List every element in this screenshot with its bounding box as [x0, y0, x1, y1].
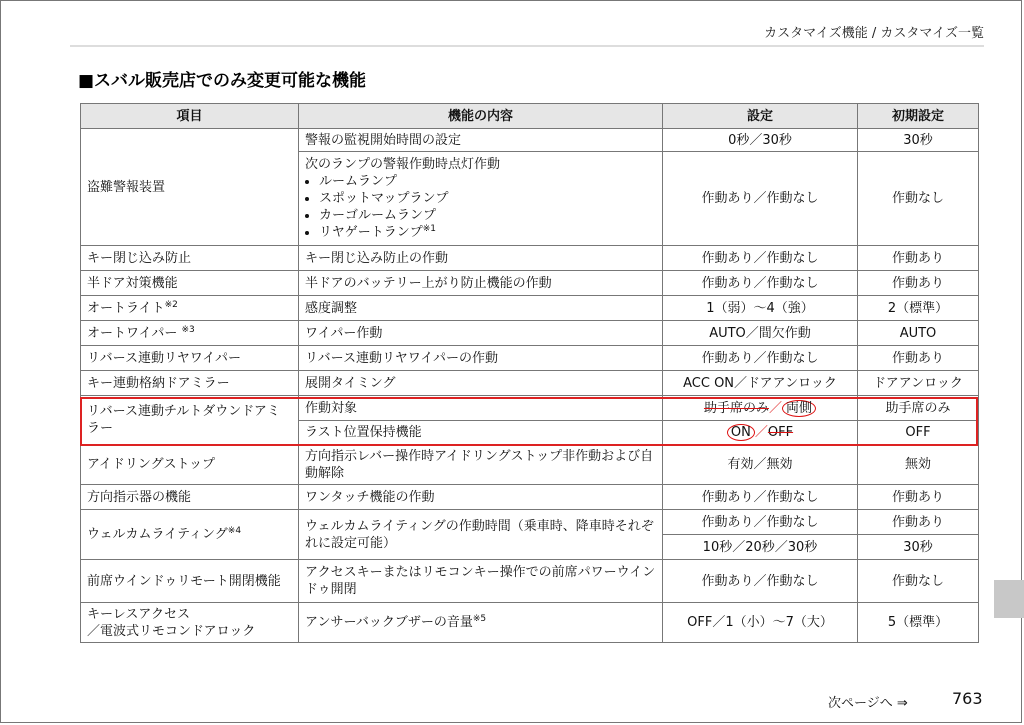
struck-option: OFF	[767, 425, 794, 440]
content-cell: 感度調整	[299, 296, 663, 321]
content-cell: 方向指示レバー操作時アイドリングストップ非作動および自動解除	[299, 445, 663, 485]
default-cell: OFF	[858, 421, 979, 445]
content-cell: アクセスキーまたはリモコンキー操作での前席パワーウインドゥ開閉	[299, 560, 663, 603]
table-row	[81, 485, 979, 510]
option-separator: ／	[768, 400, 782, 416]
col-header-default: 初期設定	[858, 104, 979, 129]
col-header-setting: 設定	[663, 104, 858, 129]
table-row	[81, 296, 979, 321]
list-item: • スポットマップランプ	[319, 190, 656, 207]
content-cell: ワンタッチ機能の作動	[299, 485, 663, 510]
content-text: アンサーバックブザーの音量	[305, 615, 473, 630]
default-cell: AUTO	[858, 321, 979, 346]
circled-option: ON	[727, 424, 755, 441]
struck-option: 助手席のみ	[703, 400, 769, 416]
default-cell: 30秒	[858, 129, 979, 152]
content-cell: 作動対象	[299, 396, 663, 421]
setting-cell: 作動あり／作動なし	[663, 485, 858, 510]
item-cell: キー閉じ込み防止	[81, 246, 299, 271]
default-cell: 作動なし	[858, 560, 979, 603]
option-separator: ／	[754, 425, 768, 440]
table-row	[81, 246, 979, 271]
content-cell: リバース連動リヤワイパーの作動	[299, 346, 663, 371]
side-index-tab	[994, 580, 1024, 618]
default-cell: ドアアンロック	[858, 371, 979, 396]
default-cell: 助手席のみ	[858, 396, 979, 421]
content-intro: 次のランプの警報作動時点灯作動	[305, 157, 501, 172]
content-cell: ウェルカムライティングの作動時間（乗車時、降車時それぞれに設定可能）	[299, 510, 663, 560]
content-cell: 展開タイミング	[299, 371, 663, 396]
default-cell: 作動あり	[858, 510, 979, 535]
content-cell	[299, 152, 663, 246]
setting-cell: 有効／無効	[663, 445, 858, 485]
item-line: キーレスアクセス	[87, 606, 190, 622]
table-row	[81, 445, 979, 485]
setting-cell: AUTO／間欠作動	[663, 321, 858, 346]
item-cell: 盗難警報装置	[81, 129, 299, 246]
page-number: 763	[952, 689, 983, 708]
item-cell: アイドリングストップ	[81, 445, 299, 485]
footnote-mark: ※4	[227, 526, 242, 536]
content-cell: 半ドアのバッテリー上がり防止機能の作動	[299, 271, 663, 296]
setting-cell: 0秒／30秒	[663, 129, 858, 152]
col-header-item: 項目	[81, 104, 299, 129]
item-cell: 方向指示器の機能	[81, 485, 299, 510]
footnote-mark: ※3	[181, 324, 195, 335]
item-cell	[81, 321, 299, 346]
setting-cell: 作動あり／作動なし	[663, 271, 858, 296]
setting-cell: 作動あり／作動なし	[663, 510, 858, 535]
table-row	[81, 603, 979, 643]
default-cell: 2（標準）	[858, 296, 979, 321]
header-rule	[70, 45, 984, 47]
item-text: オートライト	[87, 300, 165, 316]
item-cell	[81, 296, 299, 321]
table-row	[81, 560, 979, 603]
setting-cell: 作動あり／作動なし	[663, 152, 858, 246]
item-text: オートワイパー	[87, 325, 182, 341]
content-cell: キー閉じ込み防止の作動	[299, 246, 663, 271]
content-cell	[299, 603, 663, 643]
content-cell: ワイパー作動	[299, 321, 663, 346]
item-cell: 前席ウインドゥリモート開閉機能	[81, 560, 299, 603]
list-item: • ルームランプ	[319, 173, 656, 190]
table-row	[81, 371, 979, 396]
item-cell: リバース連動リヤワイパー	[81, 346, 299, 371]
default-cell: 作動あり	[858, 485, 979, 510]
table-row	[81, 321, 979, 346]
default-cell: 作動あり	[858, 246, 979, 271]
setting-cell: 10秒／20秒／30秒	[663, 535, 858, 560]
list-item: • カーゴルームランプ	[319, 207, 656, 224]
list-item	[319, 224, 656, 241]
customize-table	[80, 103, 979, 643]
item-cell: キー連動格納ドアミラー	[81, 371, 299, 396]
next-page-link[interactable]: 次ページへ ⇒	[828, 696, 908, 711]
setting-cell: 1（弱）～4（強）	[663, 296, 858, 321]
default-cell: 30秒	[858, 535, 979, 560]
setting-cell	[663, 396, 858, 421]
circled-option: 両側	[782, 400, 816, 417]
item-line: ／電波式リモコンドアロック	[87, 623, 256, 639]
item-cell: 半ドア対策機能	[81, 271, 299, 296]
default-cell: 作動あり	[858, 271, 979, 296]
item-cell	[81, 603, 299, 643]
table-header-row	[81, 104, 979, 129]
footnote-mark: ※5	[472, 614, 487, 624]
setting-cell: ACC ON／ドアアンロック	[663, 371, 858, 396]
item-text: ウェルカムライティング	[87, 527, 228, 542]
item-cell: リバース連動チルトダウンドアミラー	[81, 396, 299, 445]
setting-cell: 作動あり／作動なし	[663, 560, 858, 603]
col-header-content: 機能の内容	[299, 104, 663, 129]
table-row	[81, 346, 979, 371]
table-row	[81, 129, 979, 152]
default-cell: 無効	[858, 445, 979, 485]
footnote-mark: ※1	[422, 224, 437, 234]
section-title: ■スバル販売店でのみ変更可能な機能	[78, 71, 367, 91]
footnote-mark: ※2	[164, 299, 178, 310]
header-title: カスタマイズ機能 / カスタマイズ一覧	[764, 26, 984, 41]
content-cell: 警報の監視開始時間の設定	[299, 129, 663, 152]
list-item-text: リヤゲートランプ	[319, 225, 423, 240]
setting-cell	[663, 421, 858, 445]
default-cell: 5（標準）	[858, 603, 979, 643]
item-cell	[81, 510, 299, 560]
content-cell: ラスト位置保持機能	[299, 421, 663, 445]
setting-cell: 作動あり／作動なし	[663, 246, 858, 271]
table-row	[81, 271, 979, 296]
table-row	[81, 510, 979, 535]
default-cell: 作動なし	[858, 152, 979, 246]
default-cell: 作動あり	[858, 346, 979, 371]
lamp-list	[305, 173, 656, 241]
table-row	[81, 396, 979, 421]
setting-cell: 作動あり／作動なし	[663, 346, 858, 371]
setting-cell: OFF／1（小）～7（大）	[663, 603, 858, 643]
